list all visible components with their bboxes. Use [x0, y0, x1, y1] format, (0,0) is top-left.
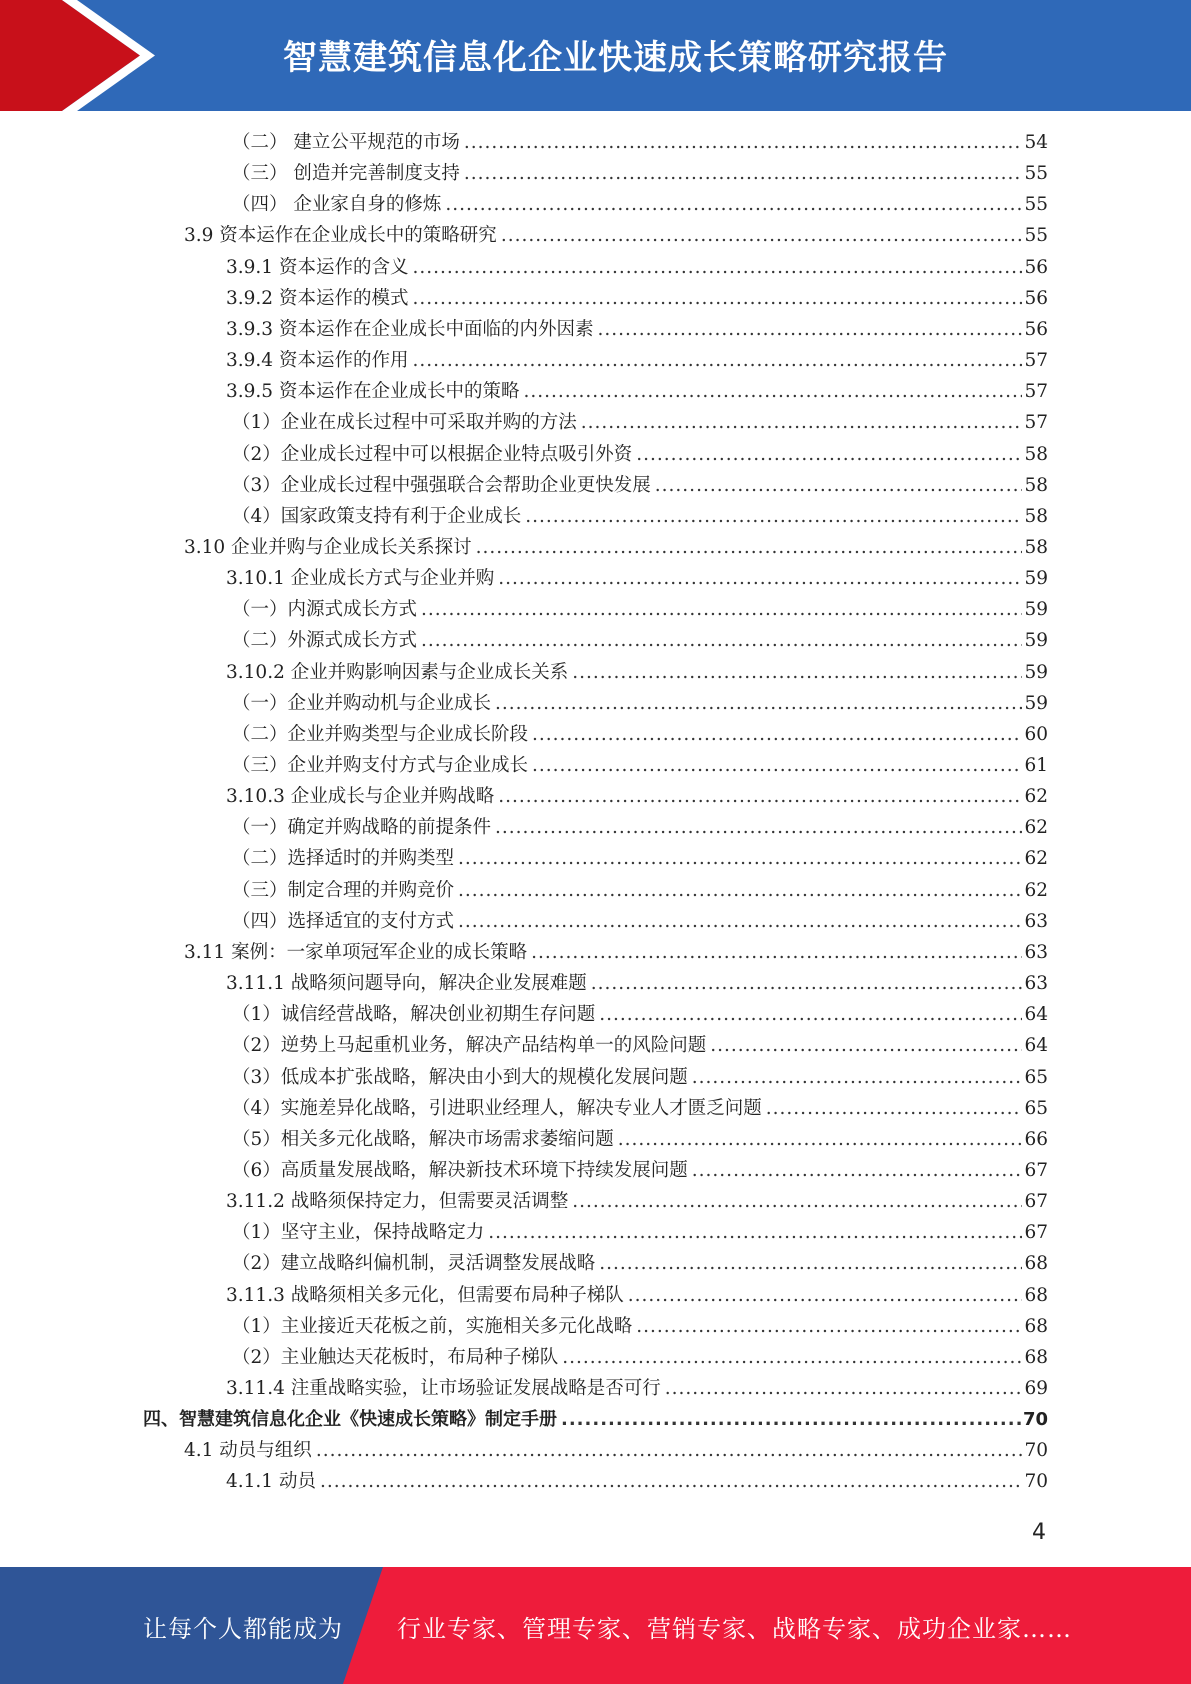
toc-leader-dots: [581, 407, 1023, 438]
toc-leader-dots: [532, 719, 1022, 750]
toc-entry-label: （二）外源式成长方式: [232, 630, 418, 652]
toc-entry[interactable]: [232, 501, 1048, 532]
toc-leader-dots: [498, 781, 1022, 812]
toc-entry-label: （四） 企业家自身的修炼: [232, 194, 442, 216]
toc-entry[interactable]: [226, 345, 1048, 376]
toc-entry-page: 58: [1024, 443, 1048, 465]
toc-entry[interactable]: [232, 843, 1048, 874]
toc-entry[interactable]: [226, 781, 1048, 812]
toc-entry-label: （2）企业成长过程中可以根据企业特点吸引外资: [232, 443, 633, 465]
toc-entry[interactable]: [232, 1093, 1048, 1124]
toc-entry-label: （三） 创造并完善制度支持: [232, 163, 460, 185]
toc-entry-label: 四、智慧建筑信息化企业《快速成长策略》制定手册: [143, 1409, 557, 1431]
toc-entry-label: 3.11.4 注重战略实验，让市场验证发展战略是否可行: [226, 1378, 661, 1399]
toc-entry-label: （一）企业并购动机与企业成长: [232, 692, 492, 714]
toc-entry-page: 55: [1024, 163, 1048, 185]
toc-leader-dots: [665, 1373, 1023, 1404]
toc-leader-dots: [421, 594, 1022, 625]
toc-leader-dots: [599, 1248, 1022, 1279]
toc-entry-page: 55: [1024, 194, 1048, 216]
toc-leader-dots: [421, 625, 1022, 656]
toc-entry[interactable]: [232, 407, 1048, 438]
toc-entry-label: （5）相关多元化战略，解决市场需求萎缩问题: [232, 1128, 614, 1150]
toc-leader-dots: [572, 657, 1022, 688]
toc-entry[interactable]: [232, 719, 1048, 750]
toc-leader-dots: [597, 314, 1022, 345]
toc-entry-label: 3.11.2 战略须保持定力，但需要灵活调整: [226, 1191, 569, 1213]
toc-entry[interactable]: [226, 657, 1048, 688]
toc-leader-dots: [445, 189, 1022, 220]
toc-entry-page: 65: [1024, 1066, 1048, 1088]
toc-leader-dots: [572, 1186, 1022, 1217]
toc-entry[interactable]: [232, 1030, 1048, 1061]
toc-entry-page: 62: [1024, 879, 1048, 901]
toc-leader-dots: [710, 1030, 1022, 1061]
toc-entry-page: 67: [1024, 1191, 1048, 1213]
toc-entry[interactable]: [232, 875, 1048, 906]
toc-entry-label: 3.9.5 资本运作在企业成长中的策略: [226, 381, 520, 403]
toc-leader-dots: [458, 875, 1022, 906]
toc-entry-label: 3.11 案例：一家单项冠军企业的成长策略: [184, 941, 528, 963]
toc-leader-dots: [692, 1062, 1023, 1093]
toc-entry-page: 64: [1024, 1004, 1048, 1026]
toc-entry-page: 70: [1024, 1440, 1048, 1462]
toc-entry-page: 59: [1024, 692, 1048, 714]
toc-entry[interactable]: [184, 532, 1048, 563]
toc-entry-page: 58: [1024, 505, 1048, 527]
toc-leader-dots: [498, 563, 1022, 594]
footer-slogan-right: 行业专家、管理专家、营销专家、战略专家、成功企业家……: [397, 1615, 1072, 1643]
toc-entry[interactable]: [226, 968, 1048, 999]
toc-entry-label: 3.9.4 资本运作的作用: [226, 350, 409, 372]
toc-entry-label: （一）内源式成长方式: [232, 599, 418, 621]
toc-leader-dots: [562, 1342, 1022, 1373]
toc-entry-label: 3.11.3 战略须相关多元化，但需要布局种子梯队: [226, 1284, 624, 1306]
toc-entry-page: 58: [1024, 474, 1048, 496]
toc-entry-page: 65: [1024, 1097, 1048, 1119]
toc-entry[interactable]: [232, 1217, 1048, 1248]
toc-entry-page: 59: [1024, 661, 1048, 683]
toc-entry-page: 58: [1024, 536, 1048, 558]
toc-entry[interactable]: [232, 158, 1048, 189]
toc-entry-label: （2）逆势上马起重机业务，解决产品结构单一的风险问题: [232, 1035, 707, 1057]
toc-entry-label: （四）选择适宜的支付方式: [232, 910, 455, 932]
toc-entry-label: （1）企业在成长过程中可采取并购的方法: [232, 412, 577, 434]
toc-entry-page: 69: [1024, 1378, 1048, 1399]
toc-entry[interactable]: [232, 439, 1048, 470]
toc-entry-page: 59: [1024, 599, 1048, 621]
toc-entry[interactable]: [232, 1248, 1048, 1279]
toc-entry[interactable]: [226, 1373, 1048, 1404]
toc-entry-page: 56: [1024, 256, 1048, 278]
toc-entry-page: 63: [1024, 941, 1048, 963]
toc-entry[interactable]: [226, 563, 1048, 594]
toc-entry-label: 3.10.1 企业成长方式与企业并购: [226, 568, 495, 590]
toc-entry-page: 64: [1024, 1035, 1048, 1057]
toc-entry-page: 60: [1024, 723, 1048, 745]
toc-entry[interactable]: [226, 1186, 1048, 1217]
toc-entry-label: （三）企业并购支付方式与企业成长: [232, 755, 529, 776]
toc-entry-page: 67: [1024, 1159, 1048, 1181]
toc-entry[interactable]: [232, 1062, 1048, 1093]
toc-leader-dots: [636, 1311, 1022, 1342]
toc-leader-dots: [532, 750, 1022, 781]
toc-leader-dots: [316, 1435, 1023, 1466]
toc-entry-label: （三）制定合理的并购竞价: [232, 879, 455, 901]
toc-entry[interactable]: [226, 1466, 1048, 1497]
toc-leader-dots: [412, 252, 1022, 283]
toc-leader-dots: [495, 812, 1022, 843]
footer-slogan-left: 让每个人都能成为: [143, 1615, 343, 1643]
toc-leader-dots: [692, 1155, 1023, 1186]
toc-leader-dots: [464, 127, 1023, 158]
toc-entry-label: （4）实施差异化战略，引进职业经理人，解决专业人才匮乏问题: [232, 1097, 762, 1119]
toc-entry[interactable]: [232, 1311, 1048, 1342]
toc-leader-dots: [501, 220, 1023, 251]
toc-leader-dots: [561, 1404, 1021, 1435]
toc-entry-page: 57: [1024, 381, 1048, 403]
toc-entry-page: 57: [1024, 412, 1048, 434]
toc-entry-page: 57: [1024, 350, 1048, 372]
page-header: [0, 0, 1191, 111]
toc-entry-page: 68: [1024, 1346, 1048, 1368]
toc-entry-label: （二）选择适时的并购类型: [232, 848, 455, 870]
toc-entry-page: 56: [1024, 287, 1048, 309]
toc-entry-page: 54: [1024, 132, 1048, 153]
toc-entry-page: 56: [1024, 318, 1048, 340]
toc-entry-page: 63: [1024, 973, 1048, 995]
toc-entry[interactable]: [232, 127, 1048, 158]
toc-entry-page: 62: [1024, 848, 1048, 870]
toc-entry-label: 3.10 企业并购与企业成长关系探讨: [184, 536, 472, 558]
toc-entry-label: 3.9 资本运作在企业成长中的策略研究: [184, 225, 497, 247]
toc-leader-dots: [464, 158, 1023, 189]
toc-entry-label: 3.11.1 战略须问题导向，解决企业发展难题: [226, 973, 587, 995]
toc-leader-dots: [458, 843, 1022, 874]
page-number: 4: [1032, 1520, 1046, 1545]
toc-entry[interactable]: [232, 1342, 1048, 1373]
toc-leader-dots: [591, 968, 1023, 999]
toc-leader-dots: [766, 1093, 1023, 1124]
toc-entry-label: 3.9.2 资本运作的模式: [226, 287, 409, 309]
report-title: 智慧建筑信息化企业快速成长策略研究报告: [283, 38, 948, 78]
toc-entry-label: （3）企业成长过程中强强联合会帮助企业更快发展: [232, 474, 651, 496]
toc-entry-label: 3.10.3 企业成长与企业并购战略: [226, 786, 495, 808]
toc-entry-page: 63: [1024, 910, 1048, 932]
toc-entry-label: 3.9.3 资本运作在企业成长中面临的内外因素: [226, 318, 594, 340]
toc-entry-page: 62: [1024, 817, 1048, 839]
toc-entry-page: 68: [1024, 1315, 1048, 1337]
toc-leader-dots: [531, 937, 1022, 968]
toc-leader-dots: [412, 283, 1022, 314]
toc-entry-page: 59: [1024, 630, 1048, 652]
toc-entry-label: （1）诚信经营战略，解决创业初期生存问题: [232, 1004, 596, 1026]
toc-entry-page: 68: [1024, 1253, 1048, 1275]
toc-entry-label: （6）高质量发展战略，解决新技术环境下持续发展问题: [232, 1159, 688, 1181]
toc-entry-label: （一）确定并购战略的前提条件: [232, 817, 492, 839]
toc-entry-label: 4.1 动员与组织: [184, 1440, 312, 1462]
toc-entry-label: （2）建立战略纠偏机制，灵活调整发展战略: [232, 1253, 596, 1275]
toc-entry-page: 70: [1024, 1471, 1048, 1493]
toc-entry-label: 4.1.1 动员: [226, 1471, 316, 1493]
toc-entry-label: 3.9.1 资本运作的含义: [226, 256, 409, 278]
toc-entry-page: 61: [1024, 755, 1048, 776]
toc-entry[interactable]: [232, 625, 1048, 656]
toc-entry[interactable]: [226, 376, 1048, 407]
toc-entry-page: 62: [1024, 786, 1048, 808]
toc-entry[interactable]: [232, 1124, 1048, 1155]
toc-entry[interactable]: [232, 688, 1048, 719]
toc-entry-label: （4）国家政策支持有利于企业成长: [232, 505, 522, 527]
toc-entry-label: （1）坚守主业，保持战略定力: [232, 1222, 485, 1244]
toc-leader-dots: [523, 376, 1022, 407]
toc-leader-dots: [412, 345, 1022, 376]
toc-entry-page: 70: [1022, 1409, 1048, 1431]
toc-entry[interactable]: [184, 220, 1048, 251]
toc-entry-label: （二） 建立公平规范的市场: [232, 132, 460, 153]
toc-entry[interactable]: [226, 283, 1048, 314]
toc-entry[interactable]: [143, 1404, 1048, 1435]
toc-entry-page: 55: [1024, 225, 1048, 247]
toc-entry[interactable]: [232, 1155, 1048, 1186]
toc-leader-dots: [458, 906, 1022, 937]
toc-leader-dots: [488, 1217, 1022, 1248]
toc-leader-dots: [655, 470, 1023, 501]
toc-leader-dots: [495, 688, 1022, 719]
toc-leader-dots: [618, 1124, 1023, 1155]
toc-leader-dots: [476, 532, 1023, 563]
toc-entry-label: （2）主业触达天花板时，布局种子梯队: [232, 1346, 559, 1368]
toc-entry[interactable]: [232, 594, 1048, 625]
toc-entry[interactable]: [232, 470, 1048, 501]
toc-entry-page: 67: [1024, 1222, 1048, 1244]
toc-entry[interactable]: [232, 906, 1048, 937]
page-footer: [0, 1567, 1191, 1684]
toc-entry-page: 68: [1024, 1284, 1048, 1306]
toc-entry[interactable]: [184, 1435, 1048, 1466]
toc-entry-page: 66: [1024, 1128, 1048, 1150]
toc-entry[interactable]: [232, 189, 1048, 220]
toc-leader-dots: [320, 1466, 1023, 1497]
toc-entry-label: 3.10.2 企业并购影响因素与企业成长关系: [226, 661, 569, 683]
toc-entry-label: （1）主业接近天花板之前，实施相关多元化战略: [232, 1315, 633, 1337]
toc-entry[interactable]: [226, 252, 1048, 283]
toc-entry[interactable]: [226, 314, 1048, 345]
toc-entry[interactable]: [232, 750, 1048, 781]
toc-entry-label: （3）低成本扩张战略，解决由小到大的规模化发展问题: [232, 1066, 688, 1088]
toc-leader-dots: [525, 501, 1022, 532]
toc-entry[interactable]: [226, 1280, 1048, 1311]
toc-entry[interactable]: [184, 937, 1048, 968]
toc-leader-dots: [599, 999, 1022, 1030]
toc-entry-label: （二）企业并购类型与企业成长阶段: [232, 723, 529, 745]
toc-entry[interactable]: [232, 812, 1048, 843]
toc-leader-dots: [628, 1280, 1023, 1311]
toc-entry[interactable]: [232, 999, 1048, 1030]
toc-leader-dots: [636, 439, 1022, 470]
toc-entry-page: 59: [1024, 568, 1048, 590]
